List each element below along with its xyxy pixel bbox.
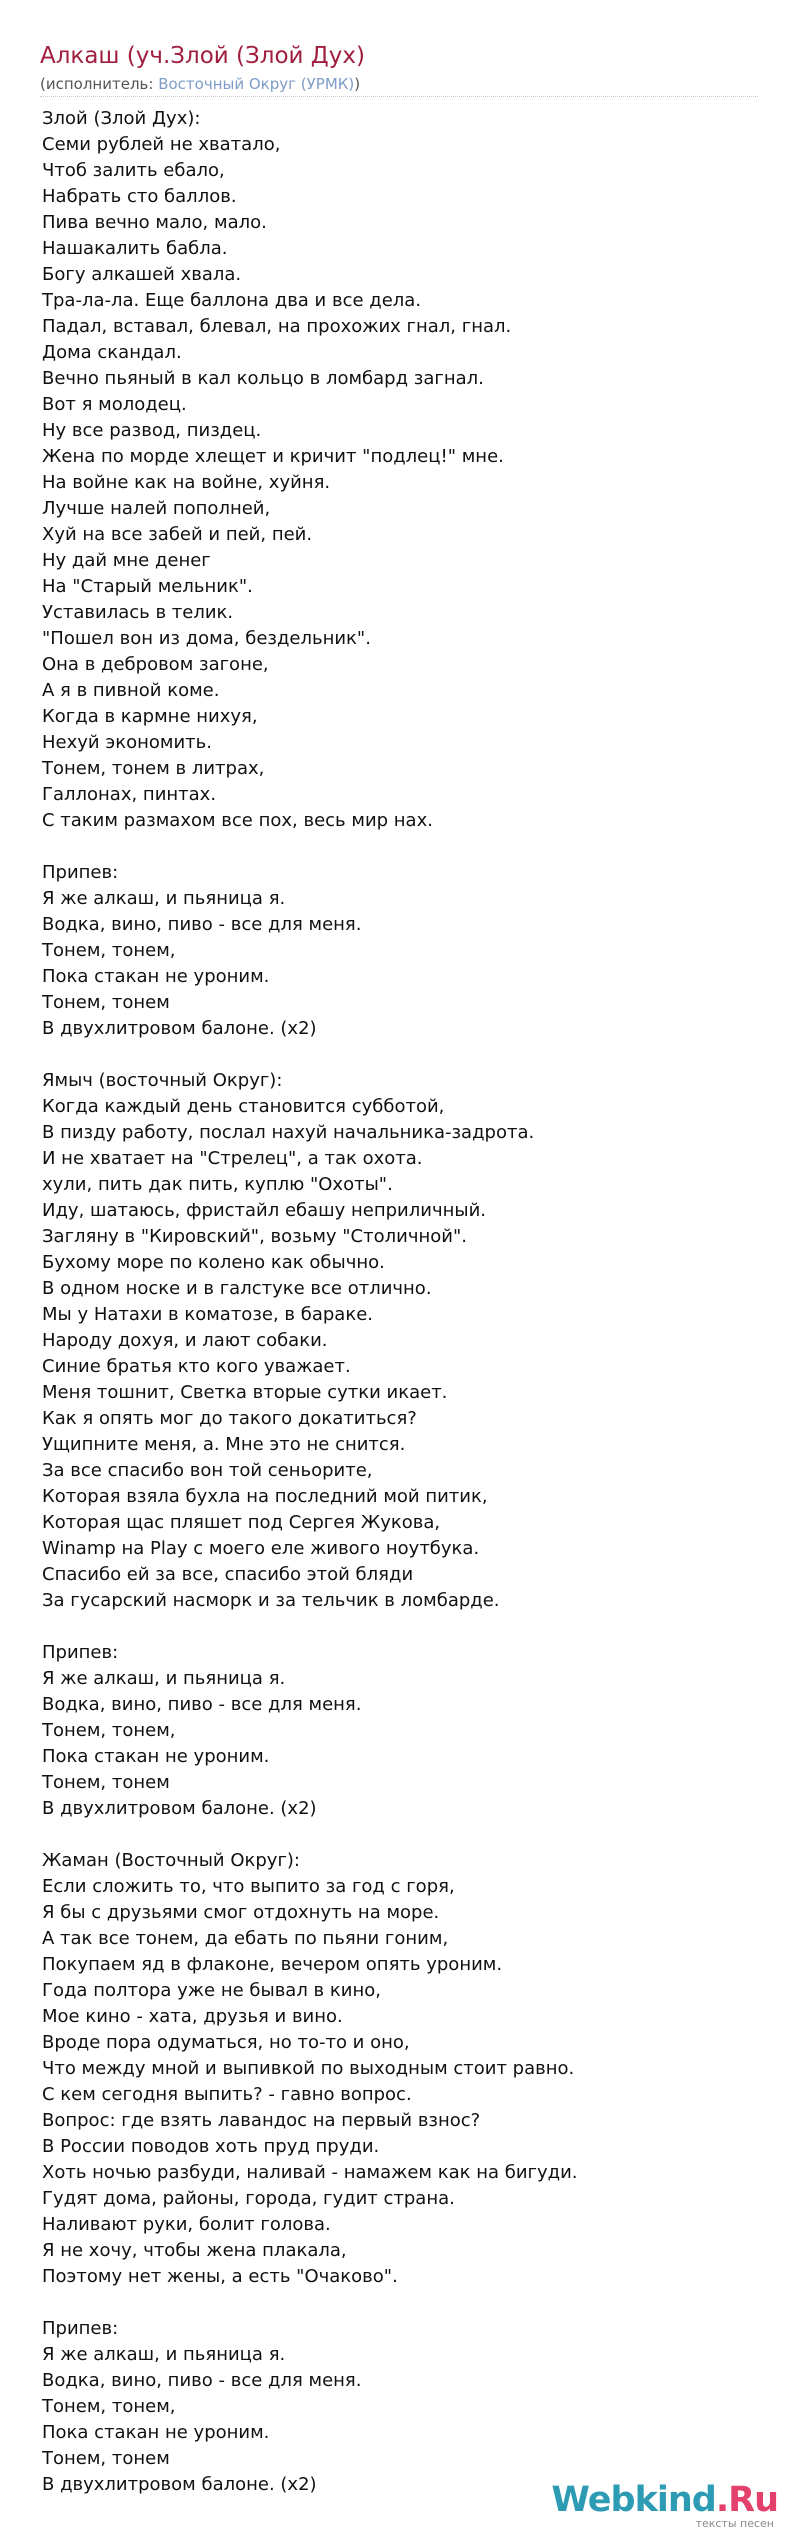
header-divider — [40, 96, 758, 97]
site-logo[interactable] — [551, 2480, 778, 2530]
artist-prefix: (исполнитель: — [40, 75, 159, 93]
lyrics-text: Злой (Злой Дух): Семи рублей не хватало, Чтоб залить ебало, Набрать сто баллов. Пива вечно мало, мало. Нашакалить бабла. Богу алкашей хвала. Тра-ла-ла. Еще баллона два и все дела. Падал, вставал, блевал, на прохожих гнал, гнал. Дома скандал. Вечно пьяный в кал кольцо в ломбард загнал. Вот я молодец. Ну все развод, пиздец. Жена по морде хлещет и кричит "подлец!" мне. На войне как на войне, хуйня. Лучше налей пополней, Хуй на все забей и пей, пей. Ну дай мне денег На "Старый мельник". Уставилась в телик. "Пошел вон из дома, бездельник". Она в дебровом загоне, А я в пивной коме. Когда в кармне нихуя, Нехуй экономить. Тонем, тонем в литрах, Галлонах, пинтах. С таким размахом все пох, весь мир нах. Припев: Я же алкаш, и пьяница я. Водка, вино, пиво - все для меня. Тонем, тонем, Пока стакан не уроним. Тонем, тонем В двухлитровом балоне. (x2) Ямыч (восточный Округ): Когда каждый день становится субботой, В пизду работу, послал нахуй начальника-задрота. И не хватает на "Стрелец", а так охота. хули, пить дак пить, куплю "Охоты". Иду, шатаюсь, фристайл ебашу неприличный. Загляну в "Кировский", возьму "Столичной". Бухому море по колено как обычно. В одном носке и в галстуке все отлично. Мы у Натахи в коматозе, в бараке. Народу дохуя, и лают собаки. Синие братья кто кого уважает. Меня тошнит, Светка вторые сутки икает. Как я опять мог до такого докатиться? Ущипните меня, а. Мне это не снится. За все спасибо вон той сеньорите, Которая взяла бухла на последний мой питик, Которая щас пляшет под Сергея Жукова, Winamp на Play с моего еле живого ноутбука. Спасибо ей за все, спасибо этой бляди За гусарский насморк и за тельчик в ломбарде. Припев: Я же алкаш, и пьяница я. Водка, вино, пиво - все для меня. Тонем, тонем, Пока стакан не уроним. Тонем, тонем В двухлитровом балоне. (x2) Жаман (Восточный Округ): Если сложить то, что выпито за год с горя, Я бы с друзьями смог отдохнуть на море. А так все тонем, да ебать по пьяни гоним, Покупаем яд в флаконе, вечером опять уроним. Года полтора уже не бывал в кино, Мое кино - хата, друзья и вино. Вроде пора одуматься, но то-то и оно, Что между мной и выпивкой по выходным стоит равно. С кем сегодня выпить? - гавно вопрос. Вопрос: где взять лавандос на первый взнос? В России поводов хоть пруд пруди. Хоть ночью разбуди, наливай - намажем как на бигуди. Гудят дома, районы, города, гудит страна. Наливают руки, болит голова. Я не хочу, чтобы жена плакала, Поэтому нет жены, а есть "Очаково". Припев: Я же алкаш, и пьяница я. Водка, вино, пиво - все для меня. Тонем, тонем, Пока стакан не уроним. Тонем, тонем В двухлитровом балоне. (x2) — [42, 108, 578, 2495]
song-title: Алкаш (уч.Злой (Злой Дух) — [40, 43, 365, 69]
artist-line — [40, 74, 760, 94]
logo-wordmark — [551, 2480, 778, 2520]
logo-tagline: тексты песен — [695, 2517, 774, 2530]
logo-brand: Webkind — [551, 2480, 716, 2520]
logo-tld: .Ru — [715, 2480, 778, 2520]
artist-link[interactable]: Восточный Округ (УРМК) — [158, 75, 355, 93]
song-header — [40, 40, 760, 94]
artist-suffix: ) — [354, 75, 361, 93]
